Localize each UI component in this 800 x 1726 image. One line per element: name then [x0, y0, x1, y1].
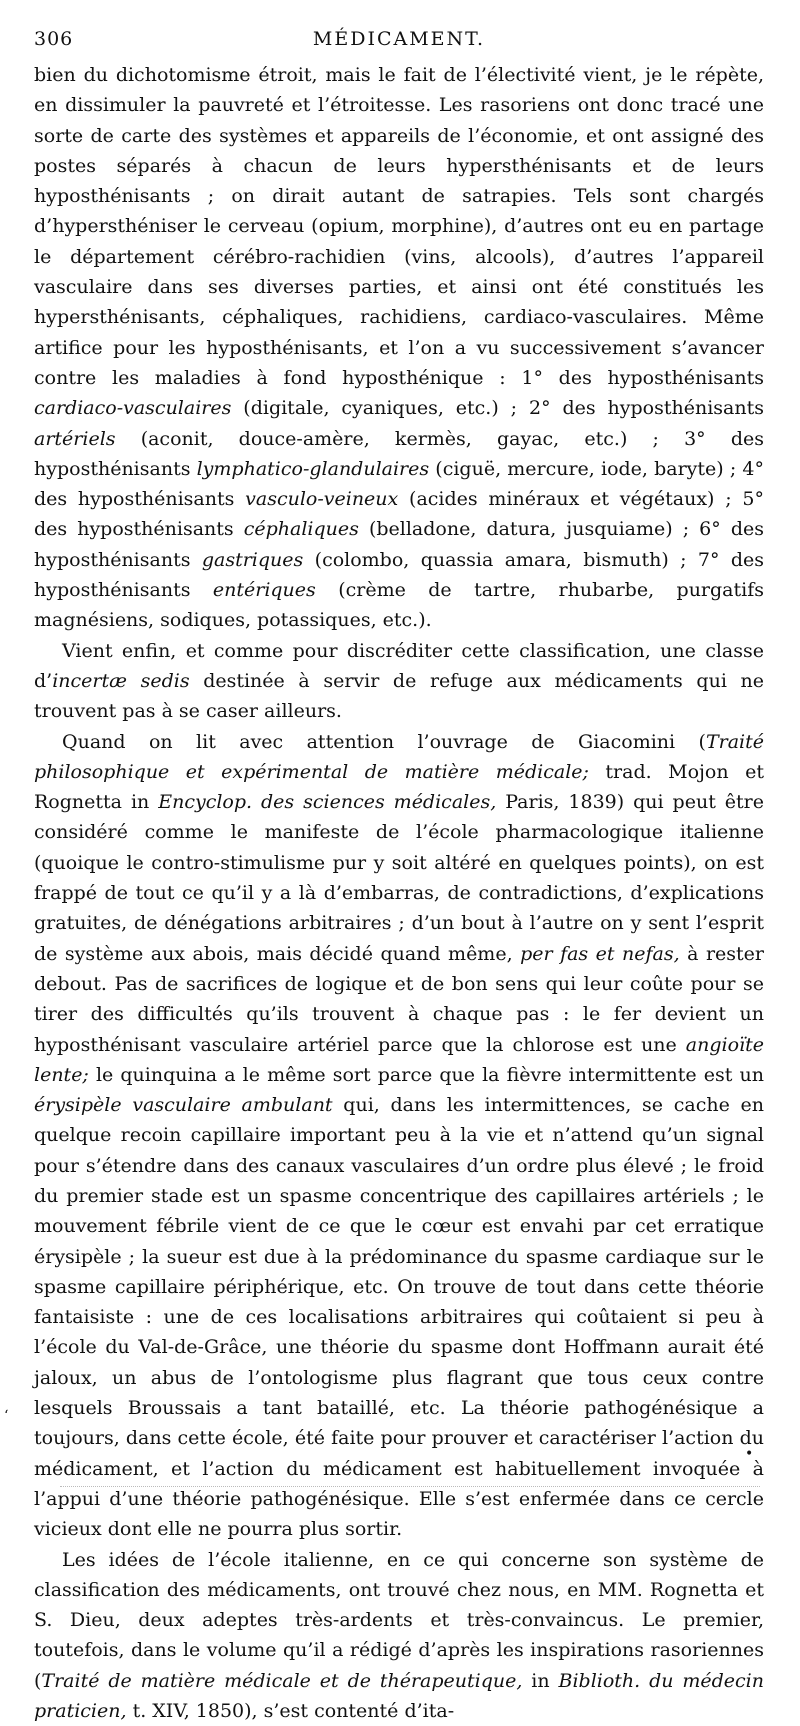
- italic-text-run: Traité de matière médicale et de thérapeutique,: [41, 1669, 523, 1692]
- italic-text-run: Biblioth. du médecin praticien,: [34, 1669, 764, 1723]
- text-run: Les idées de l’école italienne, en ce qui concerne son système de classification des médicaments, ont trouvé chez nous, en MM. Rognetta et S. Dieu, deux adeptes très-ardents et très-convaincus. Le premier, toutefois, dans le volume qu’il a rédigé d’après les inspirations rasoriennes (: [34, 1548, 764, 1692]
- text-run: in: [522, 1669, 559, 1692]
- italic-text-run: artériels: [34, 427, 116, 450]
- italic-text-run: gastriques: [201, 548, 304, 571]
- italic-text-run: Traité philosophique et expérimental de matière médicale;: [34, 730, 764, 783]
- running-head: MÉDICAMENT.: [312, 28, 486, 50]
- page-number: 306: [34, 28, 74, 50]
- paragraph: [34, 636, 764, 727]
- text-run: (aconit, douce-amère, kermès, gayac, etc.) ; 3° des hyposthénisants: [34, 427, 764, 480]
- text-run: qui, dans les intermittences, se cache en quelque recoin capillaire important peu à la vie et n’attend qu’un signal pour s’étendre dans des canaux vasculaires d’un ordre plus élevé ; le froid du premier stade est un spasme concentrique des capillaires artériels ; le mouvement fébrile vient de ce que le cœur est envahi par cet erratique érysipèle ; la sueur est due à la prédominance du spasme cardiaque sur le spasme capillaire périphérique, etc. On trouve de tout dans cette théorie fantaisiste : une de ces localisations arbitraires qui coûtaient si peu à l’école du Val-de-Grâce, une théorie du spasme dont Hoffmann aurait été jaloux, un abus de l’ontologisme plus flagrant que tous ceux contre lesquels Broussais a tant bataillé, etc. La théorie pathogénésique a toujours, dans cette école, été faite pour prouver et caractériser l’action du médicament, et l’action du médicament est habituellement invoquée à l’appui d’une théorie pathogénésique. Elle s’est enfermée dans ce cercle vicieux dont elle ne pourra plus sortir.: [34, 1094, 765, 1541]
- text-run: (digitale, cyaniques, etc.) ; 2° des hyposthénisants: [231, 397, 764, 420]
- text-run: (colombo, quassia amara, bismuth) ; 7° des hyposthénisants: [34, 548, 765, 602]
- italic-text-run: incertæ sedis: [52, 669, 190, 692]
- text-run: t. XIV, 1850), s’est contenté d’ita-: [126, 1700, 455, 1723]
- text-run: à rester debout. Pas de sacrifices de logique et de bon sens qui leur coûte pour se tirer des difficultés qu’ils trouvent à chaque pas : le fer devient un hyposthénisant vasculaire artériel parce que la chlorose est une: [34, 942, 764, 1056]
- italic-text-run: érysipèle vasculaire ambulant: [34, 1094, 333, 1117]
- text-run: Paris, 1839) qui peut être considéré comme le manifeste de l’école pharmacologique italienne (quoique le contro-stimulisme pur y soit altéré en quelques points), on est frappé de tout ce qu’il y a là d’embarras, de contradictions, d’explications gratuites, de dénégations arbitraires ; d’un bout à l’autre on y sent l’esprit de système aux abois, mais décidé quand même,: [34, 791, 764, 965]
- text-run: (crème de tartre, rhubarbe, purgatifs magnésiens, sodiques, potassiques, etc.).: [34, 579, 764, 632]
- italic-text-run: Encyclop. des sciences médicales,: [158, 791, 497, 814]
- text-run: le quinquina a le même sort parce que la fièvre intermittente est un: [88, 1063, 764, 1086]
- paragraph: [34, 727, 764, 1545]
- italic-text-run: angioïte lente;: [34, 1033, 764, 1086]
- italic-text-run: céphaliques: [243, 518, 359, 541]
- italic-text-run: lymphatico-glandulaires: [196, 457, 430, 480]
- italic-text-run: per fas et nefas,: [520, 942, 680, 965]
- italic-text-run: cardiaco-vasculaires: [34, 397, 232, 420]
- page-header: [34, 24, 764, 60]
- text-run: Vient enfin, et comme pour discréditer cette classification, une classe d’: [34, 639, 764, 692]
- body-text: [34, 60, 764, 1726]
- margin-mark: ‘: [4, 1408, 9, 1424]
- text-run: (acides minéraux et végétaux) ; 5° des hyposthénisants: [34, 488, 764, 541]
- paragraph: [34, 1545, 764, 1726]
- book-page: [34, 24, 764, 1726]
- text-run: (belladone, datura, jusquiame) ; 6° des hyposthénisants: [34, 518, 764, 571]
- text-run: destinée à servir de refuge aux médicaments qui ne trouvent pas à se caser ailleurs.: [34, 669, 764, 723]
- text-run: (ciguë, mercure, iode, baryte) ; 4° des hyposthénisants: [34, 457, 764, 511]
- paragraph: [34, 60, 764, 636]
- text-run: bien du dichotomisme étroit, mais le fait de l’électivité vient, je le répète, en dissimuler la pauvreté et l’étroitesse. Les rasoriens ont donc tracé une sorte de carte des systèmes et appareils de l’économie, et ont assigné des postes séparés à chacun de leurs hypersthénisants et de leurs hyposthénisants ; on dirait autant de satrapies. Tels sont chargés d’hypersthéniser le cerveau (opium, morphine), d’autres ont eu en partage le département cérébro-rachidien (vins, alcools), d’autres l’appareil vasculaire dans ses diverses parties, et ainsi ont été constitués les hypersthénisants, céphaliques, rachidiens, cardiaco-vasculaires. Même artifice pour les hyposthénisants, et l’on a vu successivement s’avancer contre les maladies à fond hyposthénique : 1° des hyposthénisants: [34, 64, 764, 389]
- text-run: Quand on lit avec attention l’ouvrage de Giacomini (: [62, 730, 706, 753]
- italic-text-run: vasculo-veineux: [245, 488, 399, 511]
- scan-noise-line: [60, 1486, 760, 1489]
- italic-text-run: entériques: [212, 579, 316, 602]
- text-run: trad. Mojon et Rognetta in: [34, 760, 764, 814]
- footer-dot: •: [745, 1446, 754, 1462]
